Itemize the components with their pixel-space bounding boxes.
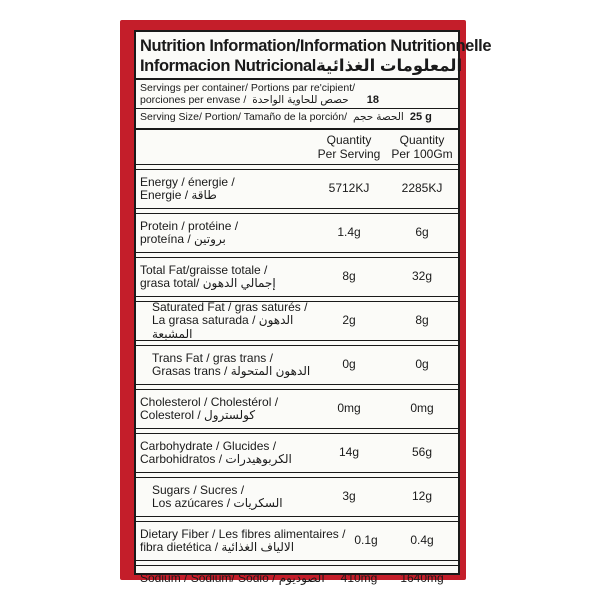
saturated-fat-per-100g: 8g: [415, 313, 429, 328]
serving-size-value: 25 g: [409, 111, 432, 123]
column-header-per-100g: Quantity Per 100Gm: [391, 133, 453, 161]
protein-per-100g: 6g: [415, 225, 429, 240]
serving-size-label: Serving Size/ Portion/ Tamaño de la porción/: [140, 111, 348, 123]
nutrient-row-total-fat: Total Fat/graisse totale / grasa total/ إجمالي الدهون 8g 32g: [136, 258, 458, 297]
servings-per-container: [140, 82, 454, 106]
dietary-fiber-per-100g: 0.4g: [410, 533, 434, 548]
title-arabic: المعلومات الغذائية: [315, 57, 463, 75]
trans-fat-per-serving: 0g: [342, 357, 356, 372]
serving-size: [140, 111, 454, 125]
nutrient-row-protein: Protein / protéine / proteína / بروتين 1.4g 6g: [136, 214, 458, 253]
energy-per-serving: 5712KJ: [328, 181, 370, 196]
sodium-per-serving: 410mg: [340, 571, 378, 586]
title-divider: [136, 78, 458, 80]
servings-line-1: Servings per container/ Portions par re'cipient/: [140, 82, 356, 94]
panel-header: [136, 32, 492, 125]
servings-arabic: حصص للحاوية الواحدة: [252, 94, 349, 106]
cholesterol-per-serving: 0mg: [337, 401, 361, 416]
title-line-2: [140, 56, 463, 76]
sugars-per-100g: 12g: [411, 489, 433, 504]
sugars-per-serving: 3g: [342, 489, 356, 504]
title-line-1: Nutrition Information/Information Nutritionnelle: [140, 37, 492, 55]
column-header-per-serving: Quantity Per Serving: [317, 133, 381, 161]
servings-value: 18: [366, 94, 380, 106]
nutrient-row-trans-fat: Trans Fat / gras trans / Grasas trans / الدهون المتحولة 0g 0g: [136, 346, 458, 385]
trans-fat-per-100g: 0g: [415, 357, 429, 372]
carbohydrate-per-100g: 56g: [411, 445, 433, 460]
dietary-fiber-per-serving: 0.1g: [354, 533, 378, 548]
nutrient-row-saturated-fat: Saturated Fat / gras saturés / La grasa saturada / الدهون المشبعة 2g 8g: [136, 302, 458, 341]
nutrient-row-energy: Energy / énergie / Energie / طاقة 5712KJ 2285KJ: [136, 170, 458, 209]
servings-line-2: porciones per envase /: [140, 94, 247, 106]
energy-per-100g: 2285KJ: [401, 181, 443, 196]
saturated-fat-per-serving: 2g: [342, 313, 356, 328]
sodium-per-100g: 1640mg: [400, 571, 444, 586]
title-spanish: Informacion Nutricional: [140, 57, 316, 75]
total-fat-per-100g: 32g: [411, 269, 433, 284]
column-headers: [136, 130, 458, 165]
protein-per-serving: 1.4g: [337, 225, 361, 240]
nutrient-row-cholesterol: Cholesterol / Cholestérol / Colesterol / كولسترول 0mg 0mg: [136, 390, 458, 429]
nutrition-facts-panel: [134, 30, 492, 586]
carbohydrate-per-serving: 14g: [338, 445, 360, 460]
nutrient-row-sugars: Sugars / Sucres / Los azúcares / السكريات 3g 12g: [136, 478, 458, 517]
serving-size-arabic: الحصة حجم: [353, 111, 404, 123]
total-fat-per-serving: 8g: [342, 269, 356, 284]
nutrient-row-dietary-fiber: Dietary Fiber / Les fibres alimentaires / fibra dietética / الالياف الغذائية 0.1g 0.4g: [136, 522, 458, 561]
nutrient-row-sodium: Sodium / Sodium/ Sodio / الصوديوم 410mg 1640mg: [136, 566, 458, 592]
nutrient-row-carbohydrate: Carbohydrate / Glucides / Carbohidratos / الكربوهيدرات 14g 56g: [136, 434, 458, 473]
cholesterol-per-100g: 0mg: [410, 401, 434, 416]
